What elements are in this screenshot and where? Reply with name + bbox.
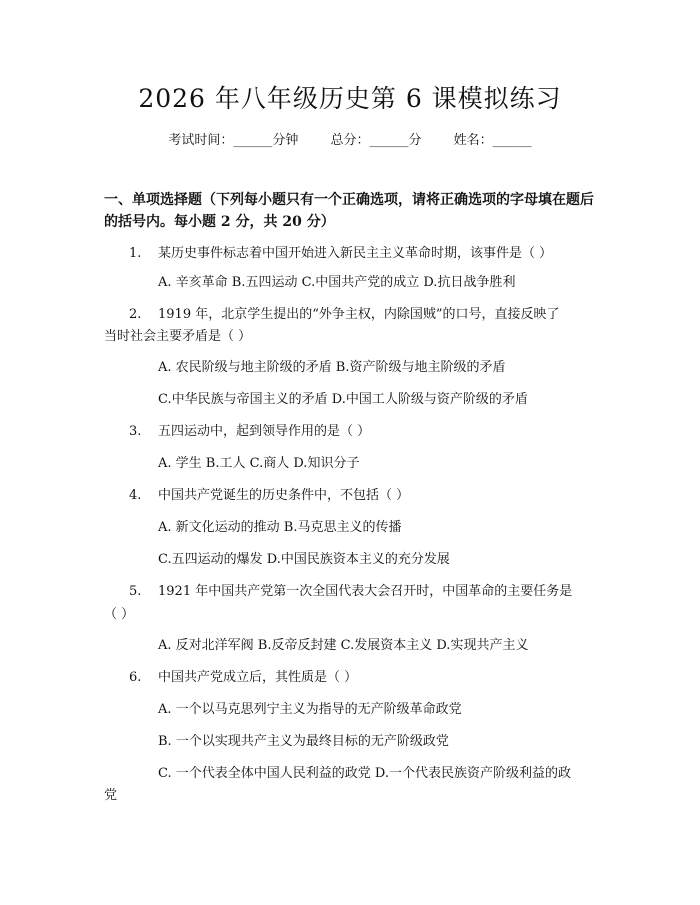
exam-time-field: 考试时间：______分钟 — [168, 133, 299, 148]
question-number: 4. — [129, 488, 142, 503]
question-1 — [129, 244, 552, 264]
question-number: 2. — [129, 307, 142, 322]
question-5 — [129, 582, 572, 602]
page-title: 2026 年八年级历史第 6 课模拟练习 — [138, 84, 562, 113]
name-field: 姓名：______ — [453, 133, 532, 148]
question-3-options: A. 学生 B.工人 C.商人 D.知识分子 — [158, 456, 360, 471]
question-number: 3. — [129, 424, 142, 439]
question-number: 1. — [129, 246, 142, 261]
question-6-option-b: B. 一个以实现共产主义为最终目标的无产阶级政党 — [158, 734, 449, 749]
question-number: 6. — [129, 670, 142, 685]
question-5-options: A. 反对北洋军阀 B.反帝反封建 C.发展资本主义 D.实现共产主义 — [158, 638, 529, 653]
question-6-option-a: A. 一个以马克思列宁主义为指导的无产阶级革命政党 — [158, 702, 462, 717]
question-3 — [129, 422, 370, 442]
question-text: 1919 年，北京学生提出的“外争主权，内除国贼”的口号，直接反映了 — [158, 307, 560, 322]
exam-info-line — [0, 131, 700, 151]
section-heading: 一、单项选择题（下列每小题只有一个正确选项，请将正确选项的字母填在题后的括号内。每小题 2 分，共 20 分） — [104, 192, 594, 230]
question-text: 某历史事件标志着中国开始进入新民主主义革命时期，该事件是（ ） — [158, 246, 553, 261]
question-text: 中国共产党成立后，其性质是（ ） — [158, 670, 358, 685]
question-2-options-row-2: C.中华民族与帝国主义的矛盾 D.中国工人阶级与资产阶级的矛盾 — [158, 392, 528, 407]
question-6 — [129, 668, 357, 688]
question-6-options-cd: C. 一个代表全体中国人民利益的政党 D.一个代表民族资产阶级利益的政 — [158, 766, 571, 781]
question-4 — [129, 486, 409, 506]
question-2-text-continued: 当时社会主要矛盾是（ ） — [104, 329, 252, 344]
question-5-text-continued: （ ） — [104, 607, 135, 622]
question-2 — [129, 305, 560, 325]
question-4-options-row-2: C.五四运动的爆发 D.中国民族资本主义的充分发展 — [158, 552, 450, 567]
question-6-options-continued: 党 — [104, 788, 118, 803]
question-text: 中国共产党诞生的历史条件中，不包括（ ） — [158, 488, 410, 503]
question-2-options-row-1: A. 农民阶级与地主阶级的矛盾 B.资产阶级与地主阶级的矛盾 — [158, 360, 506, 375]
question-text: 1921 年中国共产党第一次全国代表大会召开时，中国革命的主要任务是 — [158, 584, 573, 599]
question-number: 5. — [129, 584, 142, 599]
question-4-options-row-1: A. 新文化运动的推动 B.马克思主义的传播 — [158, 520, 402, 535]
question-text: 五四运动中，起到领导作用的是（ ） — [158, 424, 371, 439]
total-score-field: 总分：______分 — [330, 133, 422, 148]
question-1-options: A. 辛亥革命 B.五四运动 C.中国共产党的成立 D.抗日战争胜利 — [158, 275, 516, 290]
